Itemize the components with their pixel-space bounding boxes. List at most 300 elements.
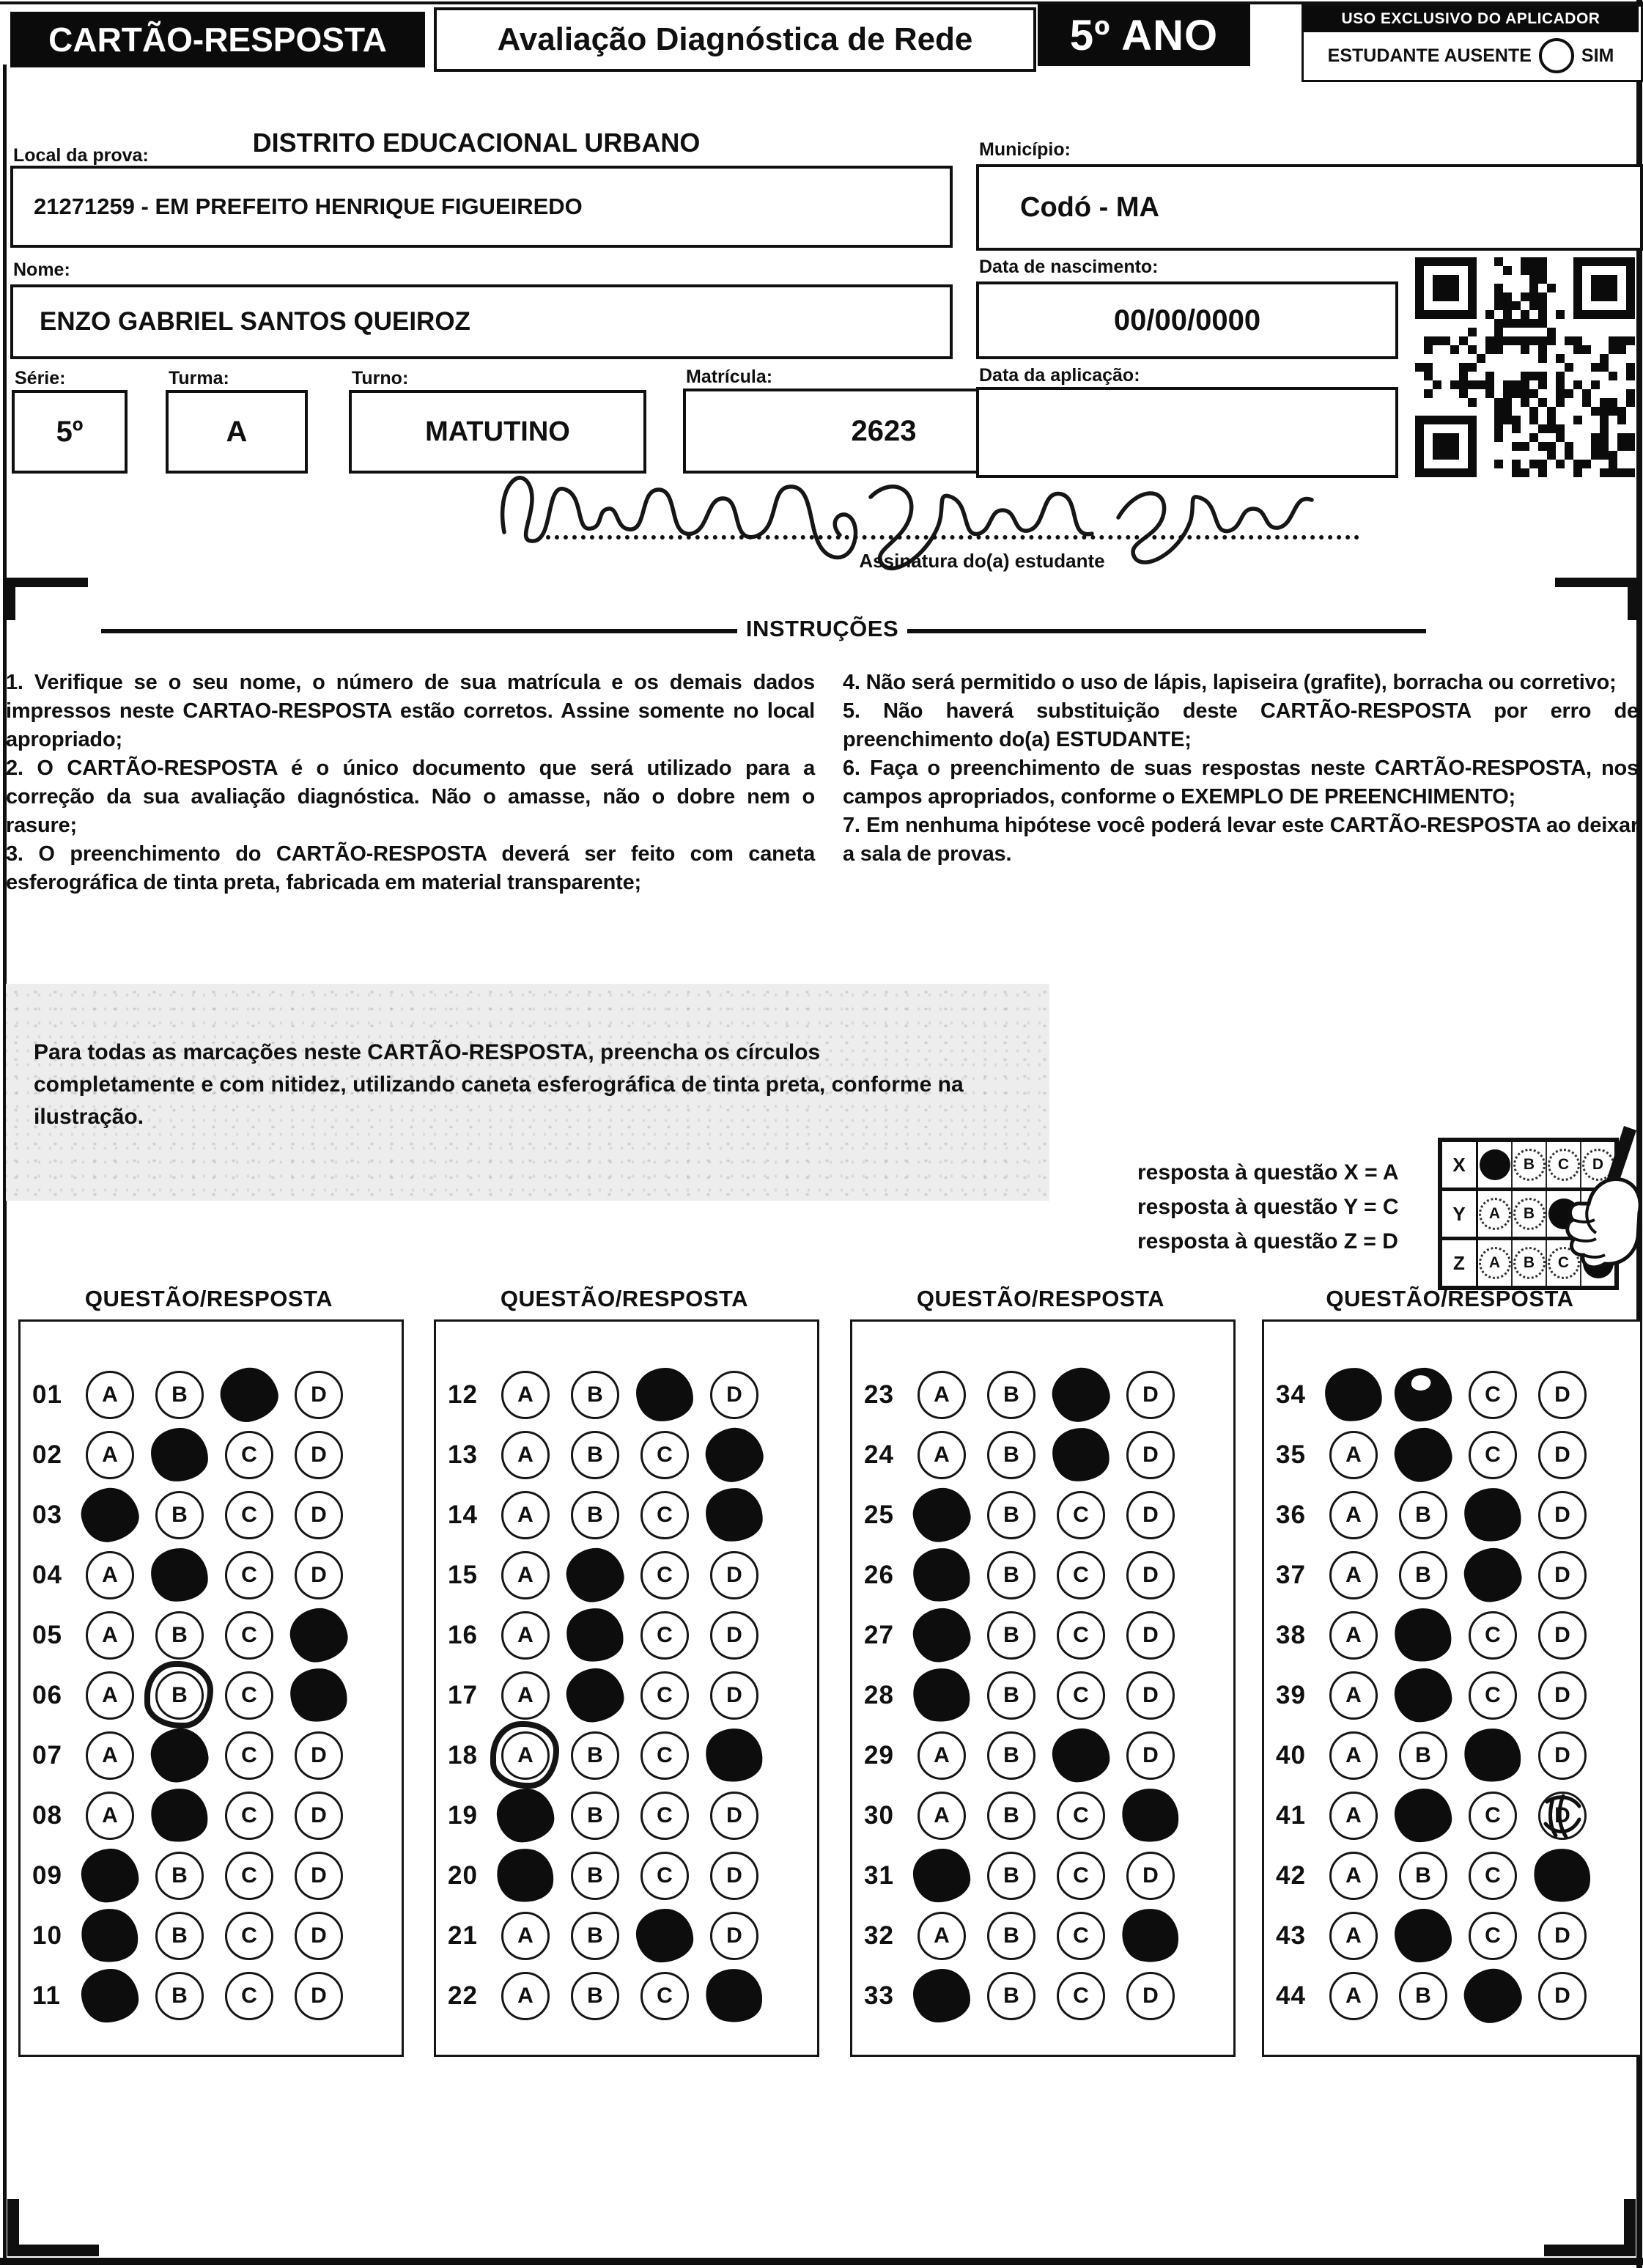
bubble-option-d[interactable] bbox=[1538, 1731, 1587, 1780]
bubble-option-b[interactable] bbox=[155, 1792, 204, 1840]
bubble-option-c[interactable] bbox=[1057, 1671, 1105, 1720]
bubble-option-d[interactable] bbox=[295, 1912, 343, 1960]
aplicacao-label: Data da aplicação: bbox=[979, 365, 1140, 386]
option-bubble: C bbox=[225, 1551, 273, 1599]
bubble-option-b[interactable] bbox=[987, 1792, 1035, 1840]
answer-row bbox=[21, 1731, 402, 1780]
answer-row bbox=[21, 1611, 402, 1660]
option-bubble: C bbox=[225, 1671, 273, 1720]
district-heading: DISTRITO EDUCACIONAL URBANO bbox=[252, 128, 701, 158]
instructions-title: INSTRUÇÕES bbox=[745, 616, 899, 641]
bubble-option-d[interactable] bbox=[710, 1611, 758, 1660]
filled-mark bbox=[1393, 1666, 1454, 1723]
answer-row bbox=[852, 1551, 1233, 1599]
bubble-option-c[interactable] bbox=[640, 1431, 689, 1479]
answer-row bbox=[852, 1731, 1233, 1780]
bubble-option-a[interactable] bbox=[918, 1972, 966, 2020]
option-bubble: C bbox=[225, 1792, 273, 1840]
filled-mark bbox=[1462, 1486, 1524, 1544]
bubble-option-a[interactable] bbox=[1329, 1852, 1378, 1900]
answer-row bbox=[1264, 1852, 1640, 1900]
bubble-option-b[interactable] bbox=[155, 1912, 204, 1960]
bubble-option-c[interactable] bbox=[225, 1731, 273, 1780]
answer-row bbox=[436, 1671, 817, 1720]
bubble-option-d[interactable] bbox=[295, 1671, 343, 1720]
bubble-option-a[interactable] bbox=[1329, 1551, 1378, 1599]
bubble-option-c[interactable] bbox=[225, 1431, 273, 1479]
option-bubble: D bbox=[295, 1431, 343, 1479]
bubble-option-a[interactable] bbox=[86, 1491, 134, 1539]
option-bubble: A bbox=[918, 1731, 966, 1780]
bubble-option-b[interactable] bbox=[155, 1972, 204, 2020]
bubble-option-a[interactable] bbox=[501, 1431, 550, 1479]
option-bubble: D bbox=[1126, 1491, 1175, 1539]
municipio-value: Codó - MA bbox=[1020, 191, 1159, 223]
bubble-option-a[interactable] bbox=[918, 1611, 966, 1660]
bubble-option-c[interactable] bbox=[1057, 1731, 1105, 1780]
option-bubble: C bbox=[1469, 1371, 1517, 1419]
answer-row bbox=[21, 1912, 402, 1960]
bubble-option-b[interactable] bbox=[987, 1611, 1035, 1660]
option-bubble: A bbox=[86, 1431, 134, 1479]
bubble-option-c[interactable] bbox=[1469, 1371, 1517, 1419]
bubble-option-d[interactable] bbox=[1538, 1551, 1587, 1599]
bubble-option-a[interactable] bbox=[918, 1912, 966, 1960]
bubble-option-c[interactable] bbox=[225, 1371, 273, 1419]
bubble-option-d[interactable] bbox=[295, 1431, 343, 1479]
bubble-option-d[interactable] bbox=[295, 1371, 343, 1419]
bubble-option-a[interactable] bbox=[918, 1671, 966, 1720]
bubble-option-d[interactable] bbox=[295, 1852, 343, 1900]
bubble-option-d[interactable] bbox=[1126, 1371, 1175, 1419]
bubble-option-d[interactable] bbox=[295, 1731, 343, 1780]
bubble-option-a[interactable] bbox=[1329, 1912, 1378, 1960]
bubble-option-c[interactable] bbox=[1469, 1912, 1517, 1960]
bubble-option-a[interactable] bbox=[501, 1671, 550, 1720]
example-bubble-c: C bbox=[1548, 1149, 1580, 1181]
question-number: 17 bbox=[448, 1681, 478, 1709]
bubble-option-c[interactable] bbox=[225, 1611, 273, 1660]
bubble-option-b[interactable] bbox=[571, 1731, 619, 1780]
bubble-option-d[interactable] bbox=[295, 1551, 343, 1599]
bubble-option-b[interactable] bbox=[155, 1852, 204, 1900]
filled-mark bbox=[912, 1848, 972, 1904]
bubble-option-a[interactable] bbox=[1329, 1431, 1378, 1479]
bubble-option-c[interactable] bbox=[225, 1551, 273, 1599]
bubble-option-c[interactable] bbox=[640, 1371, 689, 1419]
bubble-option-d[interactable] bbox=[710, 1731, 758, 1780]
bubble-option-b[interactable] bbox=[1399, 1611, 1447, 1660]
question-number: 12 bbox=[448, 1380, 478, 1409]
bubble-option-d[interactable] bbox=[1538, 1972, 1587, 2020]
bubble-option-d[interactable] bbox=[1538, 1431, 1587, 1479]
option-bubble: B bbox=[987, 1972, 1035, 2020]
bubble-option-a[interactable] bbox=[918, 1731, 966, 1780]
bubble-option-a[interactable] bbox=[501, 1852, 550, 1900]
bubble-option-d[interactable] bbox=[710, 1551, 758, 1599]
bubble-option-c[interactable] bbox=[1057, 1972, 1105, 2020]
bubble-option-c[interactable] bbox=[1469, 1671, 1517, 1720]
bubble-option-a[interactable] bbox=[86, 1611, 134, 1660]
bubble-option-b[interactable] bbox=[1399, 1371, 1447, 1419]
option-bubble: A bbox=[1329, 1551, 1378, 1599]
bubble-option-a[interactable] bbox=[501, 1371, 550, 1419]
question-number: 38 bbox=[1276, 1621, 1306, 1649]
option-bubble: A bbox=[1329, 1912, 1378, 1960]
bubble-option-c[interactable] bbox=[225, 1491, 273, 1539]
answer-row bbox=[852, 1852, 1233, 1900]
bubble-option-b[interactable] bbox=[571, 1551, 619, 1599]
bubble-option-b[interactable] bbox=[155, 1551, 204, 1599]
bubble-option-d[interactable] bbox=[710, 1792, 758, 1840]
option-bubble: C bbox=[225, 1972, 273, 2020]
bubble-option-c[interactable] bbox=[1057, 1792, 1105, 1840]
bubble-option-b[interactable] bbox=[1399, 1731, 1447, 1780]
bubble-option-c[interactable] bbox=[640, 1551, 689, 1599]
bubble-option-a[interactable] bbox=[501, 1912, 550, 1960]
turno-field: MATUTINO bbox=[349, 390, 646, 474]
bubble-option-a[interactable] bbox=[501, 1972, 550, 2020]
filled-mark bbox=[150, 1427, 208, 1481]
bubble-option-d[interactable] bbox=[295, 1611, 343, 1660]
bubble-option-a[interactable] bbox=[86, 1431, 134, 1479]
bubble-option-a[interactable] bbox=[86, 1671, 134, 1720]
bubble-option-c[interactable] bbox=[640, 1792, 689, 1840]
bubble-option-c[interactable] bbox=[225, 1792, 273, 1840]
bubble-option-d[interactable] bbox=[295, 1972, 343, 2020]
bubble-option-d[interactable] bbox=[1126, 1792, 1175, 1840]
question-number: 27 bbox=[864, 1621, 894, 1649]
bubble-option-c[interactable] bbox=[1469, 1491, 1517, 1539]
bubble-option-a[interactable] bbox=[86, 1371, 134, 1419]
answer-row bbox=[21, 1792, 402, 1840]
question-number: 40 bbox=[1276, 1741, 1306, 1770]
bubble-option-b[interactable] bbox=[987, 1491, 1035, 1539]
bubble-option-d[interactable] bbox=[1538, 1371, 1587, 1419]
question-number: 36 bbox=[1276, 1501, 1306, 1529]
legend-line: resposta à questão Y = C bbox=[1137, 1195, 1399, 1219]
option-bubble: B bbox=[571, 1792, 619, 1840]
answer-row bbox=[1264, 1431, 1640, 1479]
bubble-option-d[interactable] bbox=[1126, 1491, 1175, 1539]
bubble-option-c[interactable] bbox=[1057, 1491, 1105, 1539]
bubble-option-c[interactable] bbox=[1057, 1852, 1105, 1900]
bubble-option-d[interactable] bbox=[1126, 1972, 1175, 2020]
bubble-option-a[interactable] bbox=[918, 1431, 966, 1479]
bubble-option-b[interactable] bbox=[571, 1912, 619, 1960]
question-number: 22 bbox=[448, 1981, 478, 2010]
bubble-option-d[interactable] bbox=[1126, 1852, 1175, 1900]
example-bubble-d: D bbox=[1582, 1149, 1614, 1181]
question-number: 23 bbox=[864, 1380, 894, 1409]
bubble-option-b[interactable] bbox=[987, 1671, 1035, 1720]
bubble-option-c[interactable] bbox=[640, 1671, 689, 1720]
bubble-option-b[interactable] bbox=[571, 1792, 619, 1840]
option-bubble: D bbox=[1538, 1972, 1587, 2020]
bubble-option-d[interactable] bbox=[295, 1491, 343, 1539]
bubble-option-d[interactable] bbox=[1126, 1611, 1175, 1660]
turma-field: A bbox=[166, 390, 308, 474]
question-number: 43 bbox=[1276, 1921, 1306, 1950]
option-bubble: C bbox=[1469, 1912, 1517, 1960]
bubble-option-b[interactable] bbox=[1399, 1551, 1447, 1599]
answer-row bbox=[436, 1912, 817, 1960]
bubble-option-c[interactable] bbox=[225, 1671, 273, 1720]
bubble-option-a[interactable] bbox=[501, 1611, 550, 1660]
question-number: 30 bbox=[864, 1801, 894, 1830]
option-bubble: C bbox=[225, 1431, 273, 1479]
bubble-option-b[interactable] bbox=[987, 1431, 1035, 1479]
scribble-mark bbox=[1538, 1792, 1587, 1844]
answer-row bbox=[1264, 1611, 1640, 1660]
bubble-option-a[interactable] bbox=[918, 1371, 966, 1419]
bubble-option-c[interactable] bbox=[640, 1852, 689, 1900]
option-bubble: B bbox=[155, 1972, 204, 2020]
bubble-option-b[interactable] bbox=[1399, 1671, 1447, 1720]
bubble-option-a[interactable] bbox=[501, 1792, 550, 1840]
option-bubble: D bbox=[295, 1852, 343, 1900]
local-label: Local da prova: bbox=[13, 145, 149, 166]
bubble-option-d[interactable] bbox=[1538, 1852, 1587, 1900]
bubble-option-a[interactable] bbox=[1329, 1671, 1378, 1720]
bubble-option-b[interactable] bbox=[1399, 1852, 1447, 1900]
matricula-label: Matrícula: bbox=[686, 367, 773, 387]
filled-mark bbox=[148, 1786, 211, 1846]
bubble-option-b[interactable] bbox=[571, 1972, 619, 2020]
bubble-option-a[interactable] bbox=[86, 1551, 134, 1599]
bubble-option-b[interactable] bbox=[571, 1371, 619, 1419]
matricula-field: 2623 bbox=[683, 389, 1085, 474]
bubble-option-a[interactable] bbox=[86, 1912, 134, 1960]
filled-mark bbox=[1118, 1904, 1184, 1967]
option-bubble: C bbox=[640, 1792, 689, 1840]
bubble-option-b[interactable] bbox=[1399, 1912, 1447, 1960]
option-bubble: A bbox=[501, 1491, 550, 1539]
option-bubble: A bbox=[501, 1431, 550, 1479]
bubble-option-c[interactable] bbox=[1057, 1371, 1105, 1419]
answers-column-header: QUESTÃO/RESPOSTA bbox=[916, 1286, 1165, 1311]
example-bubble-b: B bbox=[1513, 1247, 1546, 1279]
bubble-option-b[interactable] bbox=[571, 1431, 619, 1479]
question-number: 21 bbox=[448, 1921, 478, 1950]
option-bubble: B bbox=[155, 1371, 204, 1419]
answer-row bbox=[21, 1671, 402, 1720]
bubble-option-a[interactable] bbox=[86, 1792, 134, 1840]
option-bubble: B bbox=[571, 1371, 619, 1419]
option-bubble: D bbox=[710, 1792, 758, 1840]
bubble-option-c[interactable] bbox=[225, 1852, 273, 1900]
bubble-option-b[interactable] bbox=[571, 1671, 619, 1720]
option-bubble: C bbox=[1469, 1431, 1517, 1479]
bubble-option-a[interactable] bbox=[1329, 1731, 1378, 1780]
bubble-option-a[interactable] bbox=[501, 1551, 550, 1599]
bubble-option-b[interactable] bbox=[1399, 1491, 1447, 1539]
bubble-option-c[interactable] bbox=[640, 1731, 689, 1780]
nome-label: Nome: bbox=[13, 259, 70, 280]
bubble-option-c[interactable] bbox=[1057, 1431, 1105, 1479]
option-bubble: D bbox=[710, 1611, 758, 1660]
question-number: 28 bbox=[864, 1681, 894, 1709]
bubble-option-a[interactable] bbox=[501, 1731, 550, 1780]
option-bubble: C bbox=[225, 1852, 273, 1900]
filled-mark bbox=[1392, 1605, 1455, 1665]
bubble-option-a[interactable] bbox=[1329, 1972, 1378, 2020]
option-bubble: B bbox=[571, 1431, 619, 1479]
question-number: 09 bbox=[32, 1861, 62, 1890]
filled-mark bbox=[635, 1367, 693, 1421]
bubble-option-c[interactable] bbox=[640, 1912, 689, 1960]
bubble-option-d[interactable] bbox=[710, 1431, 758, 1479]
option-bubble: C bbox=[225, 1912, 273, 1960]
bubble-option-a[interactable] bbox=[86, 1731, 134, 1780]
bubble-option-b[interactable] bbox=[155, 1671, 204, 1720]
option-bubble: A bbox=[918, 1371, 966, 1419]
bubble-option-b[interactable] bbox=[155, 1731, 204, 1780]
option-bubble: A bbox=[918, 1431, 966, 1479]
bubble-option-b[interactable] bbox=[155, 1611, 204, 1660]
bubble-option-d[interactable] bbox=[1538, 1491, 1587, 1539]
option-bubble: D bbox=[1126, 1852, 1175, 1900]
bubble-option-b[interactable] bbox=[155, 1491, 204, 1539]
bubble-option-b[interactable] bbox=[571, 1611, 619, 1660]
bubble-option-d[interactable] bbox=[1126, 1731, 1175, 1780]
bubble-option-b[interactable] bbox=[987, 1731, 1035, 1780]
bubble-option-c[interactable] bbox=[640, 1972, 689, 2020]
bubble-option-b[interactable] bbox=[987, 1912, 1035, 1960]
bubble-option-a[interactable] bbox=[86, 1852, 134, 1900]
option-bubble: A bbox=[1329, 1431, 1378, 1479]
example-row-label: Y bbox=[1442, 1191, 1478, 1237]
bubble-option-b[interactable] bbox=[1399, 1792, 1447, 1840]
bubble-option-c[interactable] bbox=[1469, 1551, 1517, 1599]
nascimento-field: 00/00/0000 bbox=[976, 281, 1398, 359]
bubble-option-c[interactable] bbox=[1469, 1972, 1517, 2020]
option-bubble: A bbox=[1329, 1792, 1378, 1840]
option-bubble: A bbox=[86, 1611, 134, 1660]
bubble-option-d[interactable] bbox=[295, 1792, 343, 1840]
bubble-option-d[interactable] bbox=[1126, 1551, 1175, 1599]
answer-row bbox=[1264, 1671, 1640, 1720]
bubble-option-d[interactable] bbox=[710, 1371, 758, 1419]
bubble-option-c[interactable] bbox=[1057, 1912, 1105, 1960]
answer-row bbox=[1264, 1972, 1640, 2020]
example-bubble-b: B bbox=[1513, 1198, 1546, 1230]
bubble-option-a[interactable] bbox=[1329, 1792, 1378, 1840]
option-bubble: D bbox=[1126, 1972, 1175, 2020]
option-bubble: B bbox=[155, 1912, 204, 1960]
bubble-option-c[interactable] bbox=[1469, 1431, 1517, 1479]
option-bubble: D bbox=[1538, 1792, 1587, 1840]
bubble-option-b[interactable] bbox=[155, 1431, 204, 1479]
bubble-option-d[interactable] bbox=[710, 1671, 758, 1720]
bubble-option-c[interactable] bbox=[225, 1912, 273, 1960]
bubble-option-a[interactable] bbox=[1329, 1371, 1378, 1419]
example-bubble-c: C bbox=[1548, 1247, 1580, 1279]
bubble-option-c[interactable] bbox=[1469, 1611, 1517, 1660]
bubble-option-d[interactable] bbox=[1538, 1792, 1587, 1840]
option-bubble: C bbox=[1057, 1792, 1105, 1840]
option-bubble: C bbox=[1469, 1852, 1517, 1900]
bubble-option-a[interactable] bbox=[918, 1491, 966, 1539]
option-bubble: D bbox=[710, 1371, 758, 1419]
bubble-option-d[interactable] bbox=[1538, 1912, 1587, 1960]
option-bubble: C bbox=[640, 1731, 689, 1780]
option-bubble: C bbox=[640, 1431, 689, 1479]
bubble-option-a[interactable] bbox=[501, 1491, 550, 1539]
bubble-option-b[interactable] bbox=[571, 1491, 619, 1539]
question-number: 10 bbox=[32, 1921, 62, 1950]
option-bubble: D bbox=[1126, 1611, 1175, 1660]
answer-row bbox=[1264, 1371, 1640, 1419]
bubble-option-b[interactable] bbox=[155, 1371, 204, 1419]
option-bubble: C bbox=[225, 1491, 273, 1539]
option-bubble: C bbox=[640, 1491, 689, 1539]
bubble-option-d[interactable] bbox=[1538, 1671, 1587, 1720]
answer-row bbox=[1264, 1912, 1640, 1960]
question-number: 31 bbox=[864, 1861, 894, 1890]
bubble-option-a[interactable] bbox=[86, 1972, 134, 2020]
bubble-option-b[interactable] bbox=[1399, 1972, 1447, 2020]
bubble-option-c[interactable] bbox=[1057, 1551, 1105, 1599]
bubble-option-c[interactable] bbox=[640, 1611, 689, 1660]
scribble-gap bbox=[1410, 1374, 1432, 1393]
option-bubble: B bbox=[571, 1852, 619, 1900]
bubble-option-c[interactable] bbox=[1469, 1792, 1517, 1840]
bubble-option-a[interactable] bbox=[918, 1551, 966, 1599]
filled-mark bbox=[704, 1487, 764, 1543]
bubble-option-a[interactable] bbox=[918, 1792, 966, 1840]
turno-label: Turno: bbox=[352, 368, 409, 389]
answer-row bbox=[21, 1491, 402, 1539]
bubble-option-a[interactable] bbox=[918, 1852, 966, 1900]
option-bubble: B bbox=[987, 1431, 1035, 1479]
bubble-option-c[interactable] bbox=[225, 1972, 273, 2020]
bubble-option-d[interactable] bbox=[1126, 1671, 1175, 1720]
bubble-option-d[interactable] bbox=[1126, 1912, 1175, 1960]
bubble-option-d[interactable] bbox=[1126, 1431, 1175, 1479]
option-bubble: D bbox=[1126, 1671, 1175, 1720]
bubble-option-d[interactable] bbox=[710, 1491, 758, 1539]
bubble-option-d[interactable] bbox=[1538, 1611, 1587, 1660]
example-row-label: Z bbox=[1442, 1240, 1478, 1286]
bubble-option-c[interactable] bbox=[1469, 1731, 1517, 1780]
filled-mark bbox=[635, 1908, 695, 1964]
option-bubble: D bbox=[1126, 1431, 1175, 1479]
bubble-option-c[interactable] bbox=[640, 1491, 689, 1539]
bubble-option-b[interactable] bbox=[987, 1371, 1035, 1419]
bubble-option-d[interactable] bbox=[710, 1852, 758, 1900]
bubble-option-d[interactable] bbox=[710, 1912, 758, 1960]
bubble-option-a[interactable] bbox=[1329, 1491, 1378, 1539]
bubble-option-b[interactable] bbox=[987, 1972, 1035, 2020]
bubble-option-b[interactable] bbox=[987, 1551, 1035, 1599]
answer-row bbox=[21, 1371, 402, 1419]
bubble-option-b[interactable] bbox=[571, 1852, 619, 1900]
question-number: 15 bbox=[448, 1561, 478, 1589]
filled-mark bbox=[1051, 1726, 1112, 1783]
option-bubble: B bbox=[571, 1491, 619, 1539]
answers-column-header: QUESTÃO/RESPOSTA bbox=[84, 1286, 333, 1311]
bubble-option-c[interactable] bbox=[1469, 1852, 1517, 1900]
bubble-option-d[interactable] bbox=[710, 1972, 758, 2020]
instruction-item: 5. Não haverá substituição deste CARTÃO-RESPOSTA por erro de preenchimento do(a) ESTUDANTE; bbox=[843, 699, 1639, 751]
bubble-option-b[interactable] bbox=[1399, 1431, 1447, 1479]
bubble-option-a[interactable] bbox=[1329, 1611, 1378, 1660]
option-bubble: D bbox=[1126, 1371, 1175, 1419]
bubble-option-b[interactable] bbox=[987, 1852, 1035, 1900]
bubble-option-c[interactable] bbox=[1057, 1611, 1105, 1660]
filled-mark bbox=[701, 1424, 767, 1486]
